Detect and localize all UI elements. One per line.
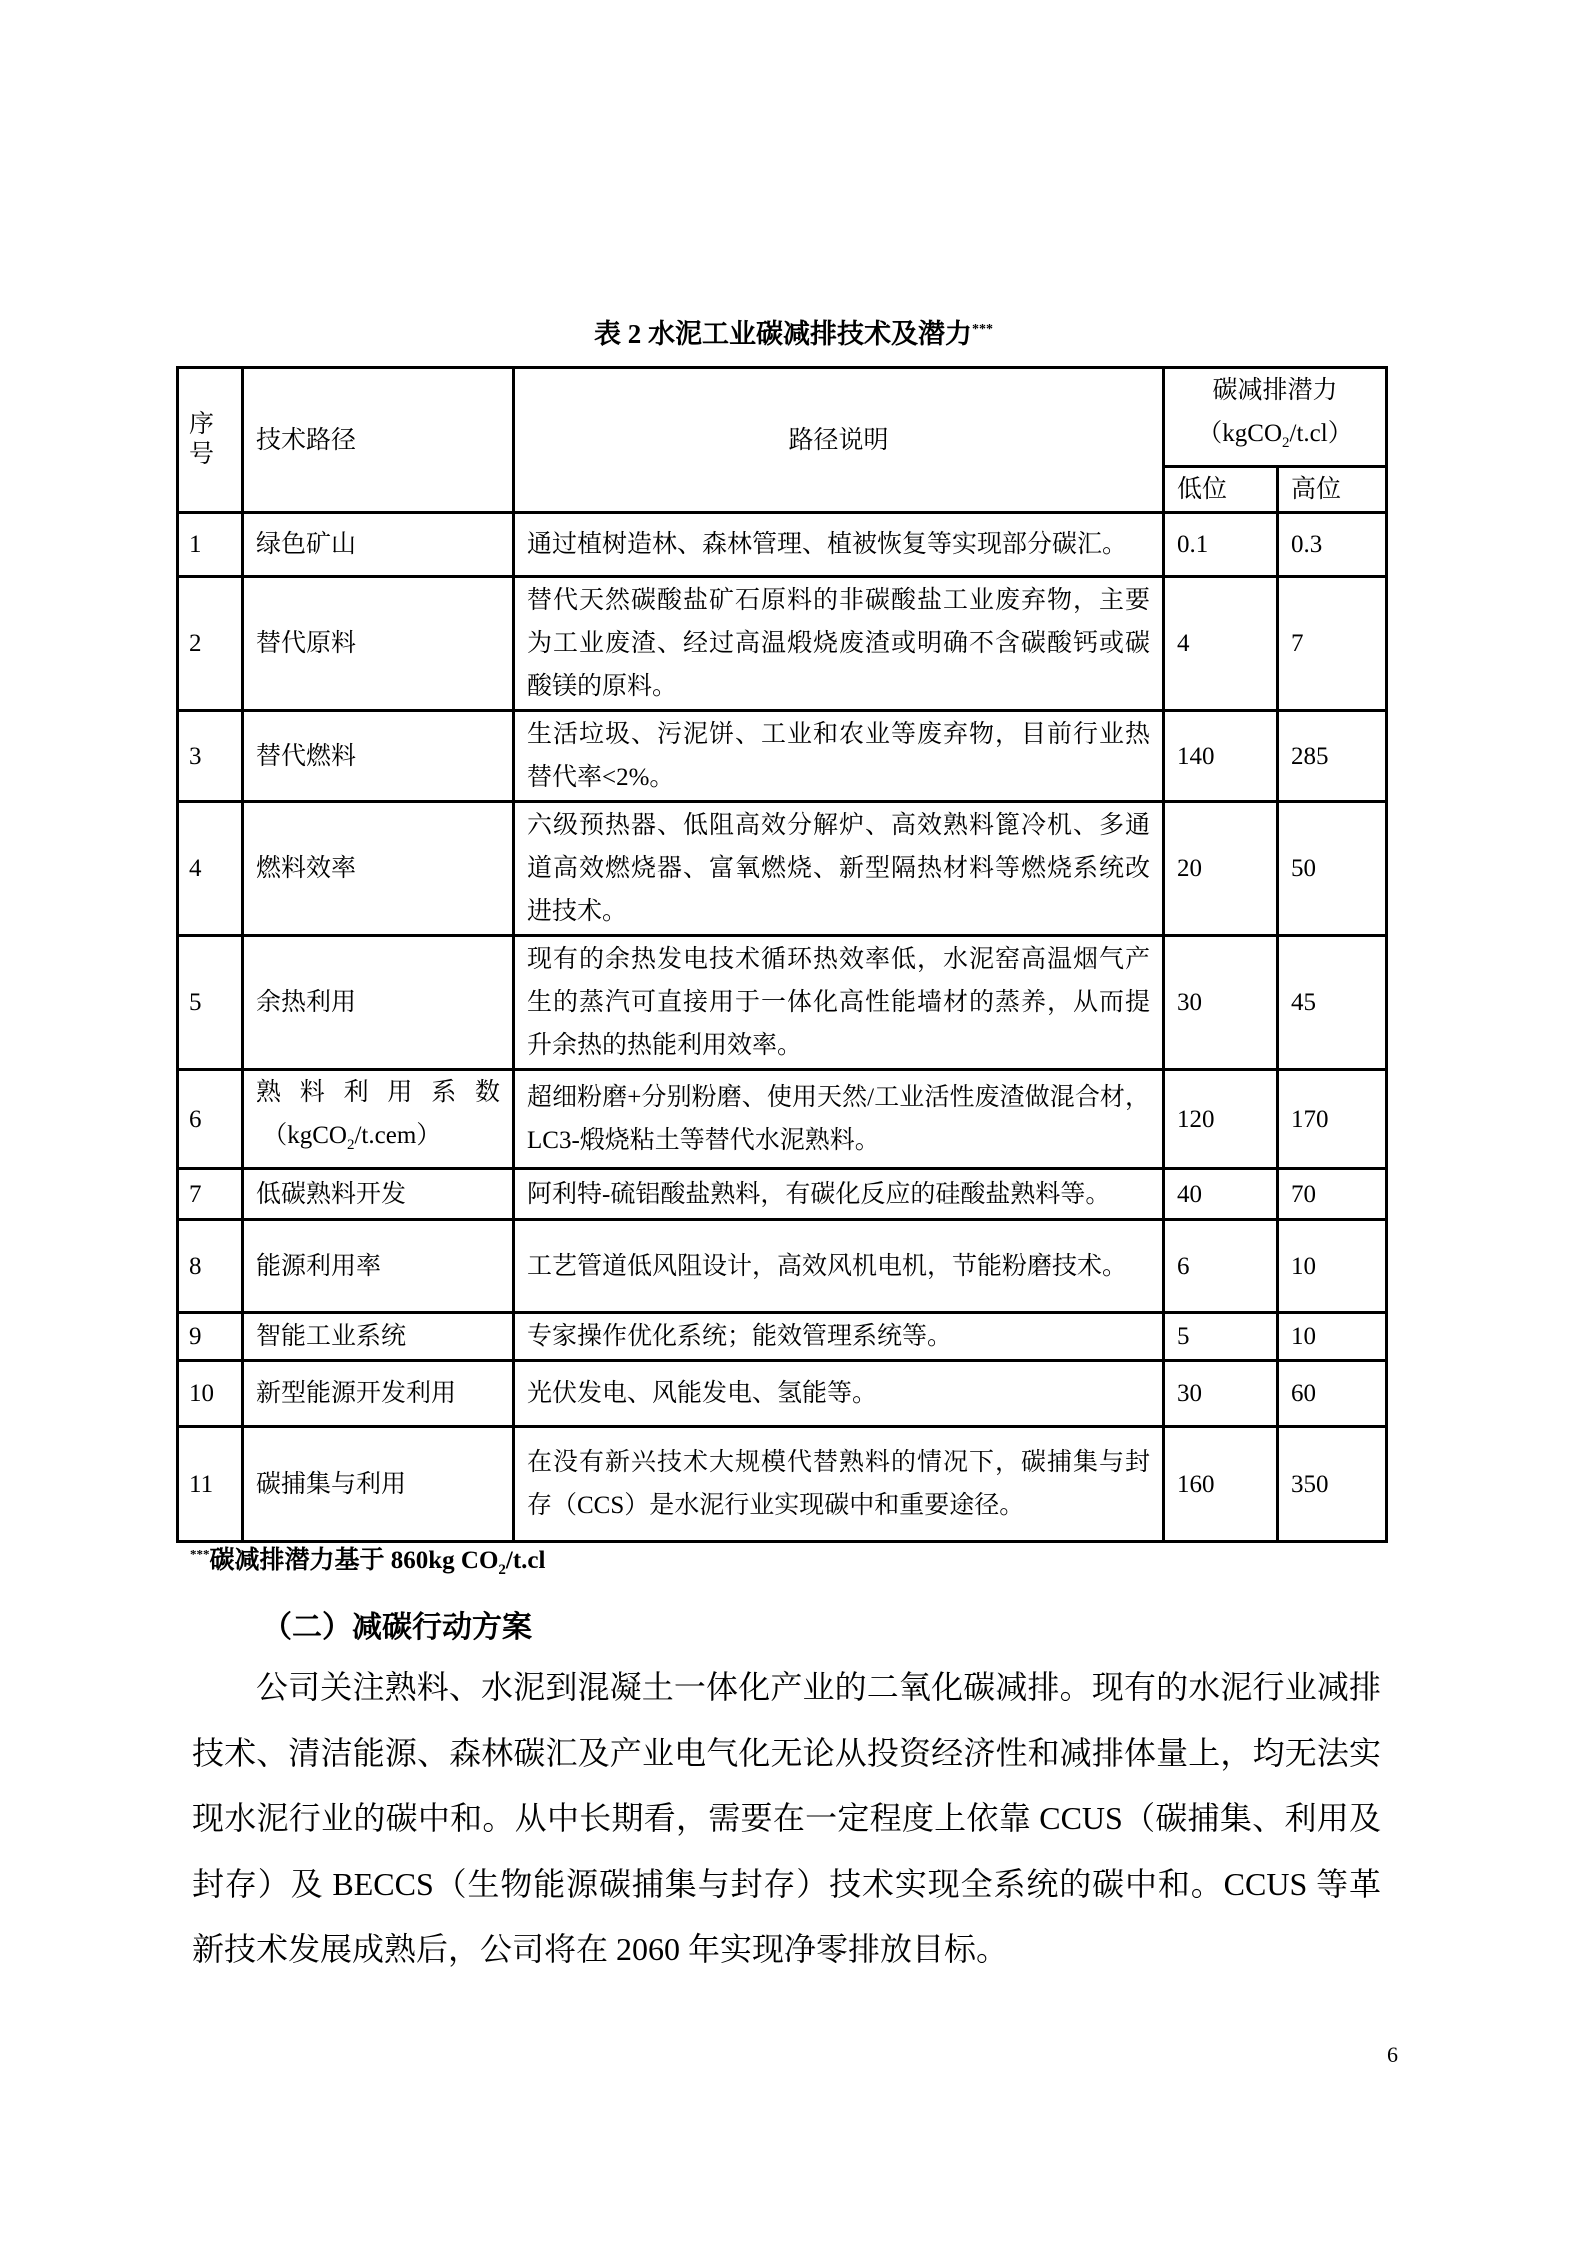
table-row (178, 802, 1387, 936)
cell-high: 350 (1278, 1427, 1387, 1542)
table-row (178, 711, 1387, 802)
cell-tech (243, 513, 514, 577)
cell-high: 50 (1278, 802, 1387, 936)
cell-desc: 光伏发电、风能发电、氢能等。 (514, 1361, 1164, 1427)
cell-high: 7 (1278, 577, 1387, 711)
unit-post: /t.cl） (1289, 420, 1353, 447)
header-low: 低位 (1164, 467, 1278, 513)
cell-tech (243, 1427, 514, 1542)
table-header-row (178, 368, 1387, 467)
cell-tech (243, 711, 514, 802)
cell-no: 3 (178, 711, 243, 802)
footnote-mark: *** (190, 1546, 210, 1562)
table-title (0, 312, 1587, 351)
cell-high: 45 (1278, 936, 1387, 1070)
cell-high: 10 (1278, 1313, 1387, 1361)
cell-tech (243, 1361, 514, 1427)
tech-name: 能源利用率 (256, 1252, 382, 1280)
header-potential (1164, 368, 1387, 467)
header-potential-label: 碳减排潜力 (1212, 377, 1338, 404)
cell-no: 6 (178, 1070, 243, 1169)
cell-desc: 阿利特-硫铝酸盐熟料，有碳化反应的硅酸盐熟料等。 (514, 1169, 1164, 1220)
tech-name: 熟 料 利 用 系 数 (256, 1079, 500, 1106)
tech-name: 替代原料 (256, 630, 357, 657)
cell-high: 0.3 (1278, 513, 1387, 577)
tech-name: 余热利用 (256, 989, 357, 1016)
section-heading: （二）减碳行动方案 (262, 1611, 532, 1644)
table-row (178, 1220, 1387, 1313)
cell-desc: 生活垃圾、污泥饼、工业和农业等废弃物，目前行业热替代率<2%。 (514, 711, 1164, 802)
tech-name: 碳捕集与利用 (256, 1470, 407, 1498)
header-desc: 路径说明 (514, 368, 1164, 513)
tech-unit-sub: 2 (346, 1137, 355, 1153)
cell-no: 11 (178, 1427, 243, 1542)
cell-desc: 专家操作优化系统；能效管理系统等。 (514, 1313, 1164, 1361)
tech-unit-post: /t.cem） (354, 1122, 442, 1149)
cell-desc: 替代天然碳酸盐矿石原料的非碳酸盐工业废弃物，主要为工业废渣、经过高温煅烧废渣或明确不含碳酸钙或碳酸镁的原料。 (514, 577, 1164, 711)
tech-name: 替代燃料 (256, 742, 357, 770)
cell-no: 10 (178, 1361, 243, 1427)
cell-no: 4 (178, 802, 243, 936)
cell-desc: 通过植树造林、森林管理、植被恢复等实现部分碳汇。 (514, 513, 1164, 577)
header-high: 高位 (1278, 467, 1387, 513)
footnote-post: /t.cl (505, 1547, 546, 1574)
tech-unit (256, 1114, 500, 1167)
footnote (190, 1540, 545, 1579)
cell-low: 0.1 (1164, 513, 1278, 577)
carbon-reduction-table (176, 366, 1388, 1543)
footnote-pre: 碳减排潜力基于 860kg CO (209, 1547, 499, 1574)
unit-sub: 2 (1282, 435, 1290, 451)
table-row (178, 1361, 1387, 1427)
body-paragraph: 公司关注熟料、水泥到混凝土一体化产业的二氧化碳减排。现有的水泥行业减排技术、清洁能源、森林碳汇及产业电气化无论从投资经济性和减排体量上，均无法实现水泥行业的碳中和。从中长期看，需要在一定程度上依靠 CCUS（碳捕集、利用及封存）及 BECCS（生物能源碳捕集与封存）技术实现全系统的碳中和。CCUS 等革新技术发展成熟后，公司将在 2060 年实现净零排放目标。 (192, 1669, 1381, 1967)
tech-name: 绿色矿山 (256, 531, 357, 558)
cell-desc: 六级预热器、低阻高效分解炉、高效熟料篦冷机、多通道高效燃烧器、富氧燃烧、新型隔热材料等燃烧系统改进技术。 (514, 802, 1164, 936)
tech-name: 燃料效率 (256, 855, 357, 882)
table-row (178, 513, 1387, 577)
table-row (178, 577, 1387, 711)
cell-low: 140 (1164, 711, 1278, 802)
table-row (178, 1427, 1387, 1542)
header-tech: 技术路径 (243, 368, 514, 513)
header-no: 序号 (178, 368, 243, 513)
table-row (178, 1169, 1387, 1220)
tech-unit-pre: （kgCO (262, 1122, 347, 1149)
cell-no: 9 (178, 1313, 243, 1361)
cell-no: 2 (178, 577, 243, 711)
cell-low: 4 (1164, 577, 1278, 711)
cell-tech (243, 577, 514, 711)
cell-no: 7 (178, 1169, 243, 1220)
cell-no: 5 (178, 936, 243, 1070)
table-title-text: 表 2 水泥工业碳减排技术及潜力 (594, 319, 972, 349)
cell-high: 285 (1278, 711, 1387, 802)
cell-high: 70 (1278, 1169, 1387, 1220)
cell-no: 8 (178, 1220, 243, 1313)
table-row (178, 1313, 1387, 1361)
table-row (178, 936, 1387, 1070)
cell-low: 160 (1164, 1427, 1278, 1542)
cell-tech (243, 1313, 514, 1361)
cell-low: 5 (1164, 1313, 1278, 1361)
tech-name: 低碳熟料开发 (256, 1180, 407, 1208)
title-mark: *** (972, 322, 993, 337)
cell-desc: 在没有新兴技术大规模代替熟料的情况下，碳捕集与封存（CCS）是水泥行业实现碳中和重要途径。 (514, 1427, 1164, 1542)
cell-desc: 超细粉磨+分别粉磨、使用天然/工业活性废渣做混合材，LC3-煅烧粘土等替代水泥熟料。 (514, 1070, 1164, 1169)
cell-tech (243, 1169, 514, 1220)
cell-tech (243, 1070, 514, 1169)
cell-low: 120 (1164, 1070, 1278, 1169)
cell-tech (243, 802, 514, 936)
footnote-sub: 2 (498, 1562, 506, 1578)
tech-name: 智能工业系统 (256, 1323, 407, 1350)
cell-low: 40 (1164, 1169, 1278, 1220)
cell-low: 30 (1164, 936, 1278, 1070)
cell-tech (243, 1220, 514, 1313)
cell-low: 20 (1164, 802, 1278, 936)
tech-name: 新型能源开发利用 (256, 1380, 457, 1407)
cell-high: 170 (1278, 1070, 1387, 1169)
cell-no: 1 (178, 513, 243, 577)
cell-low: 6 (1164, 1220, 1278, 1313)
header-unit (1177, 412, 1373, 465)
cell-high: 60 (1278, 1361, 1387, 1427)
page-number: 6 (1387, 2042, 1398, 2067)
cell-low: 30 (1164, 1361, 1278, 1427)
table-row (178, 1070, 1387, 1169)
cell-tech (243, 936, 514, 1070)
cell-high: 10 (1278, 1220, 1387, 1313)
unit-pre: （kgCO (1197, 420, 1283, 447)
cell-desc: 工艺管道低风阻设计，高效风机电机，节能粉磨技术。 (514, 1220, 1164, 1313)
cell-desc: 现有的余热发电技术循环热效率低，水泥窑高温烟气产生的蒸汽可直接用于一体化高性能墙材的蒸养，从而提升余热的热能利用效率。 (514, 936, 1164, 1070)
